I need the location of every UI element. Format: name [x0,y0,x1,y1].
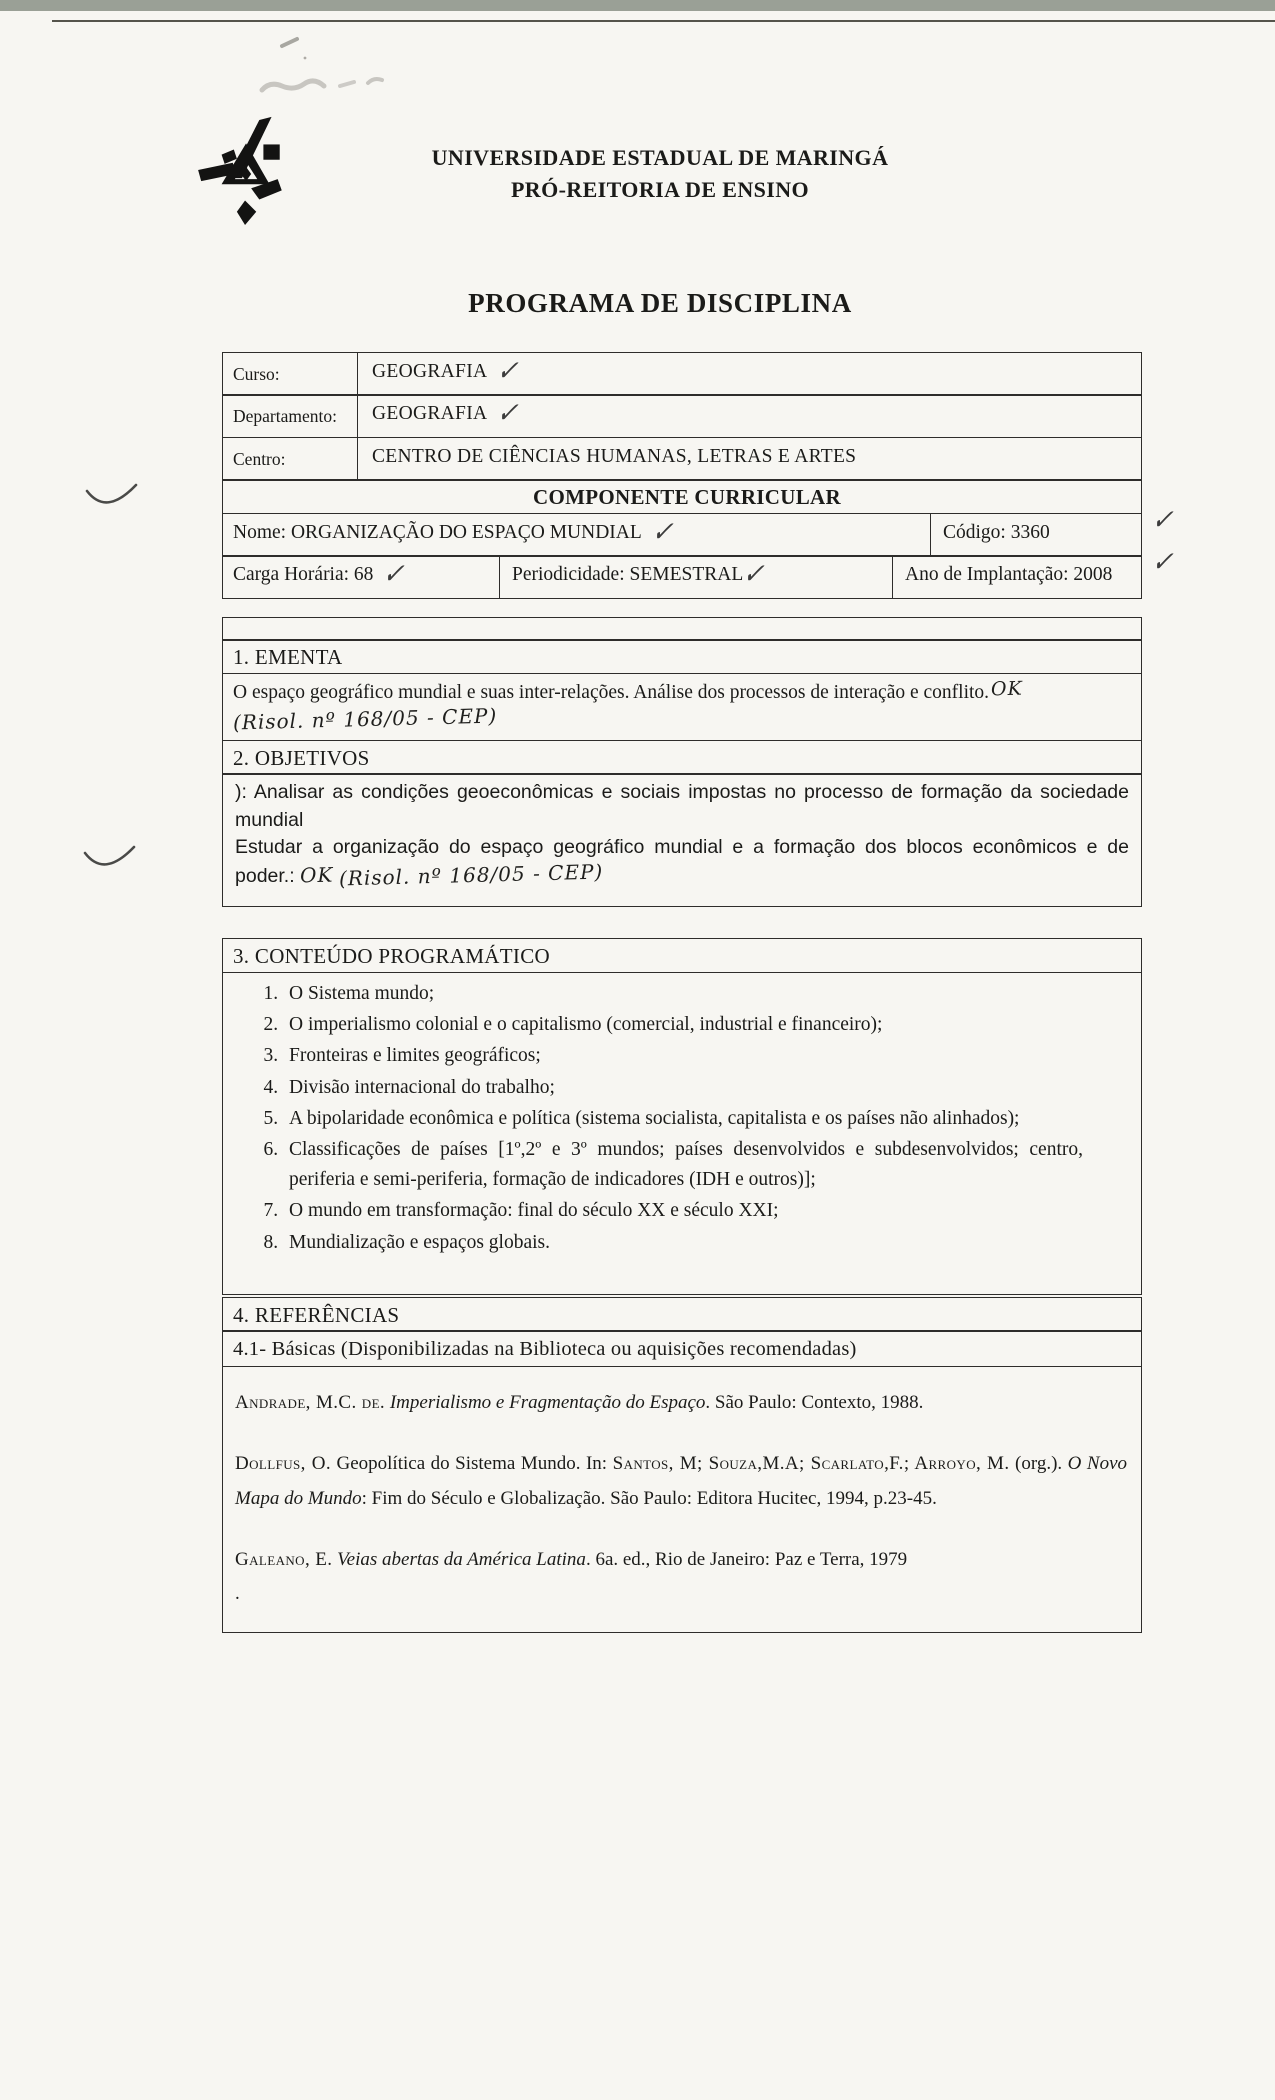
componente-curricular-header: COMPONENTE CURRICULAR [222,479,1142,514]
conteudo-item: 1. O Sistema mundo; [283,979,1083,1009]
empty-spacer-row [222,617,1142,641]
reference-entry: Dollfus, O. Geopolítica do Sistema Mundo. In: Santos, M; Souza,M.A; Scarlato,F.; Arroyo, M. (org.). O Novo Mapa do Mundo: Fim do Século e Globalização. São Paulo: Editora Hucitec, 1994, p.23-45. [235,1452,1128,1509]
nome-row [222,502,1181,557]
conteudo-item: 6. Classificações de países [1º,2º e 3º mundos; países desenvolvidos e subdesenvolvidos; centro, periferia e semi-periferia, formação de indicadores (IDH e outros)]; [283,1135,1083,1195]
pro-reitoria-line: PRÓ-REITORIA DE ENSINO [510,176,810,202]
university-name: UNIVERSIDADE ESTADUAL DE MARINGÁ [431,145,889,170]
codigo-value: Código: 3360 ✓ [930,514,1141,556]
conteudo-header: 3. CONTEÚDO PROGRAMÁTICO [222,938,1142,973]
handwritten-note: (Risol. nº 168/05 - CEP) [338,859,604,891]
margin-tick-mark-icon [84,482,142,510]
document-title: PROGRAMA DE DISCIPLINA [468,288,852,318]
conteudo-list-box [222,972,1142,1295]
reference-entry: Galeano, E. Veias abertas da América Latina. 6a. ed., Rio de Janeiro: Paz e Terra, 1979 [235,1549,908,1571]
conteudo-item: 2. O imperialismo colonial e o capitalismo (comercial, industrial e financeiro); [283,1010,1083,1040]
conteudo-item: 5. A bipolaridade econômica e política (sistema socialista, capitalista e os países não alinhados); [283,1104,1083,1134]
carga-row [222,545,1181,599]
reference-entry: Andrade, M.C. de. Imperialismo e Fragmentação do Espaço. São Paulo: Contexto, 1988. [235,1391,924,1413]
pencil-scribble [250,28,500,103]
conteudo-item: 4. Divisão internacional do trabalho; [283,1073,1083,1103]
curso-label: Curso: [223,353,358,395]
ementa-text: O espaço geográfico mundial e suas inter-relações. Análise dos processos de interação e conflito.OK (Risol. nº 168/05 - CEP) [222,673,1142,742]
referencias-subheader: 4.1- Básicas (Disponibilizadas na Biblioteca ou aquisições recomendadas) [222,1330,1142,1367]
referencias-header: 4. REFERÊNCIAS [222,1297,1142,1332]
trailing-period: . [235,1583,240,1605]
margin-tick-mark-icon [82,844,140,872]
conteudo-item: 7. O mundo em transformação: final do século XX e século XXI; [283,1196,1083,1226]
departamento-label: Departamento: [223,395,358,437]
carga-horaria-value: Carga Horária: 68 ✓ [233,557,412,590]
scanner-edge-strip [0,0,1275,11]
ementa-header: 1. EMENTA [222,639,1142,674]
conteudo-list [223,979,1083,1258]
conteudo-item: 8. Mundialização e espaços globais. [283,1228,1083,1258]
curso-value: GEOGRAFIA ✓ [372,354,527,387]
uem-logo [192,116,294,235]
form-body [222,352,1181,1633]
nome-value: Nome: ORGANIZAÇÃO DO ESPAÇO MUNDIAL ✓ [233,514,681,548]
referencias-list [222,1366,1142,1633]
handwritten-ok: OK [299,862,334,888]
page-top-edge-line [52,20,1275,22]
curso-row [222,352,1142,396]
departamento-value: GEOGRAFIA ✓ [372,396,527,430]
objetivo-paragraph: Estudar a organização do espaço geográfico mundial e a formação dos blocos econômicos e de poder.: OK (Risol. nº 168/05 - CEP) [235,835,1129,891]
periodicidade-value: Periodicidade: SEMESTRAL✓ [499,556,892,598]
objetivos-text [222,773,1142,907]
departamento-row [222,394,1142,438]
handwritten-note: (Risol. nº 168/05 - CEP) [232,703,498,735]
objetivo-paragraph: ): Analisar as condições geoeconômicas e sociais impostas no processo de formação da sociedade mundial [235,781,1129,831]
objetivos-header: 2. OBJETIVOS [222,740,1142,775]
ano-implantacao-value: Ano de Implantação: 2008 ✓ [892,556,1141,598]
conteudo-item: 3. Fronteiras e limites geográficos; [283,1041,1083,1071]
handwritten-ok: OK [990,677,1024,701]
centro-label: Centro: [223,438,358,480]
centro-row [222,437,1142,481]
centro-value: CENTRO DE CIÊNCIAS HUMANAS, LETRAS E ARTES [372,445,857,467]
letterhead [380,142,940,206]
